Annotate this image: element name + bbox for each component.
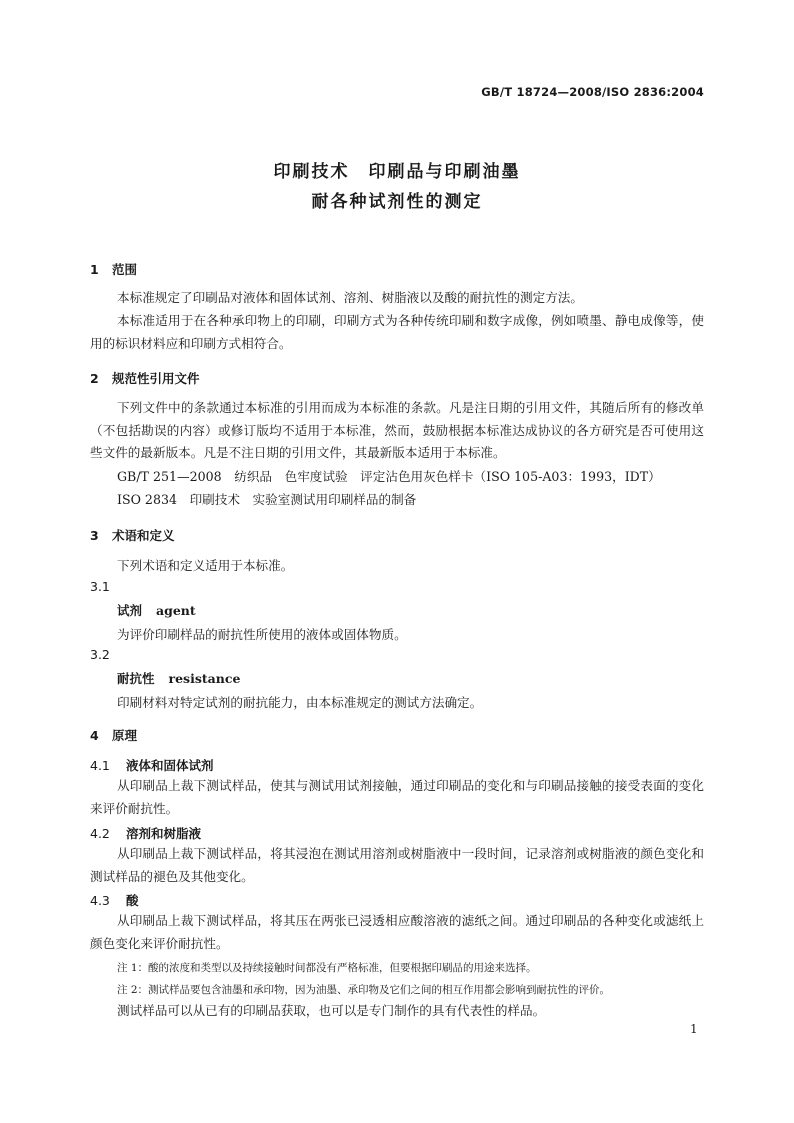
section-3-heading [90,526,175,544]
scope-paragraph-2: 本标准适用于在各种承印物上的印刷，印刷方式为各种传统印刷和数字成像，例如喷墨、静电成像等，使用的标识材料应和印刷方式相符合。 [90,313,704,351]
clause-title: 液体和固体试剂 [126,758,214,773]
document-title-line-1: 印刷技术 印刷品与印刷油墨 [273,162,521,182]
clause-4-1-heading [90,756,214,774]
term-3-1-number: 3.1 [90,579,110,594]
reference-iso-2834: ISO 2834 印刷技术 实验室测试用印刷样品的制备 [117,492,417,507]
section-title: 范围 [112,262,138,277]
closing-paragraph: 测试样品可以从已有的印刷品获取，也可以是专门制作的具有代表性的样品。 [117,1003,546,1018]
section-2-heading [90,369,200,387]
clause-4-3-text: 从印刷品上裁下测试样品，将其压在两张已浸透相应酸溶液的滤纸之间。通过印刷品的各种变化或滤纸上颜色变化来评价耐抗性。 [90,913,704,951]
term-agent-definition: 为评价印刷样品的耐抗性所使用的液体或固体物质。 [117,627,407,642]
section-number: 3 [90,528,99,543]
scope-paragraph-1: 本标准规定了印刷品对液体和固体试剂、溶剂、树脂液以及酸的耐抗性的测定方法。 [117,290,583,305]
reference-gbt-251: GB/T 251—2008 纺织品 色牢度试验 评定沾色用灰色样卡（ISO 105-A03：1993，IDT） [117,469,661,484]
section-4-heading [90,726,137,744]
section-number: 2 [90,371,99,386]
clause-number: 4.3 [90,893,110,908]
clause-4-1-text: 从印刷品上裁下测试样品，使其与测试用试剂接触，通过印刷品的变化和与印刷品接触的接受表面的变化来评价耐抗性。 [90,778,704,816]
terms-intro: 下列术语和定义适用于本标准。 [117,558,294,573]
term-chinese: 试剂 [117,603,143,618]
clause-title: 溶剂和树脂液 [126,826,202,841]
clause-number: 4.2 [90,826,110,841]
section-title: 术语和定义 [112,528,175,543]
normative-references-paragraph: 下列文件中的条款通过本标准的引用而成为本标准的条款。凡是注日期的引用文件，其随后所有的修改单（不包括勘误的内容）或修订版均不适用于本标准，然而，鼓励根据本标准达成协议的各方研究是否可使用这些文件的最新版本。凡是不注日期的引用文件，其最新版本适用于本标准。 [90,400,704,460]
term-3-2-number: 3.2 [90,647,110,662]
page-number: 1 [690,1022,698,1036]
clause-4-2-heading [90,824,201,842]
section-title: 原理 [112,728,138,743]
term-agent [117,601,196,619]
document-title-line-2: 耐各种试剂性的测定 [311,192,483,212]
clause-title: 酸 [126,893,139,908]
standard-code-header: GB/T 18724—2008/ISO 2836:2004 [481,85,704,99]
clause-4-2-text: 从印刷品上裁下测试样品，将其浸泡在测试用溶剂或树脂液中一段时间，记录溶剂或树脂液的颜色变化和测试样品的褪色及其他变化。 [90,846,704,884]
section-number: 4 [90,728,99,743]
clause-4-3-heading [90,891,139,909]
section-title: 规范性引用文件 [112,371,200,386]
note-1: 注 1：酸的浓度和类型以及持续接触时间都没有严格标准，但要根据印刷品的用途来选择。 [117,962,537,974]
term-english: resistance [168,671,241,686]
term-resistance-definition: 印刷材料对特定试剂的耐抗能力，由本标准规定的测试方法确定。 [117,695,483,710]
term-chinese: 耐抗性 [117,671,155,686]
clause-number: 4.1 [90,758,110,773]
note-2: 注 2：测试样品要包含油墨和承印物，因为油墨、承印物及它们之间的相互作用都会影响到耐抗性的评价。 [117,984,611,996]
section-1-heading [90,260,137,278]
term-english: agent [156,603,196,618]
section-number: 1 [90,262,99,277]
term-resistance [117,669,240,687]
